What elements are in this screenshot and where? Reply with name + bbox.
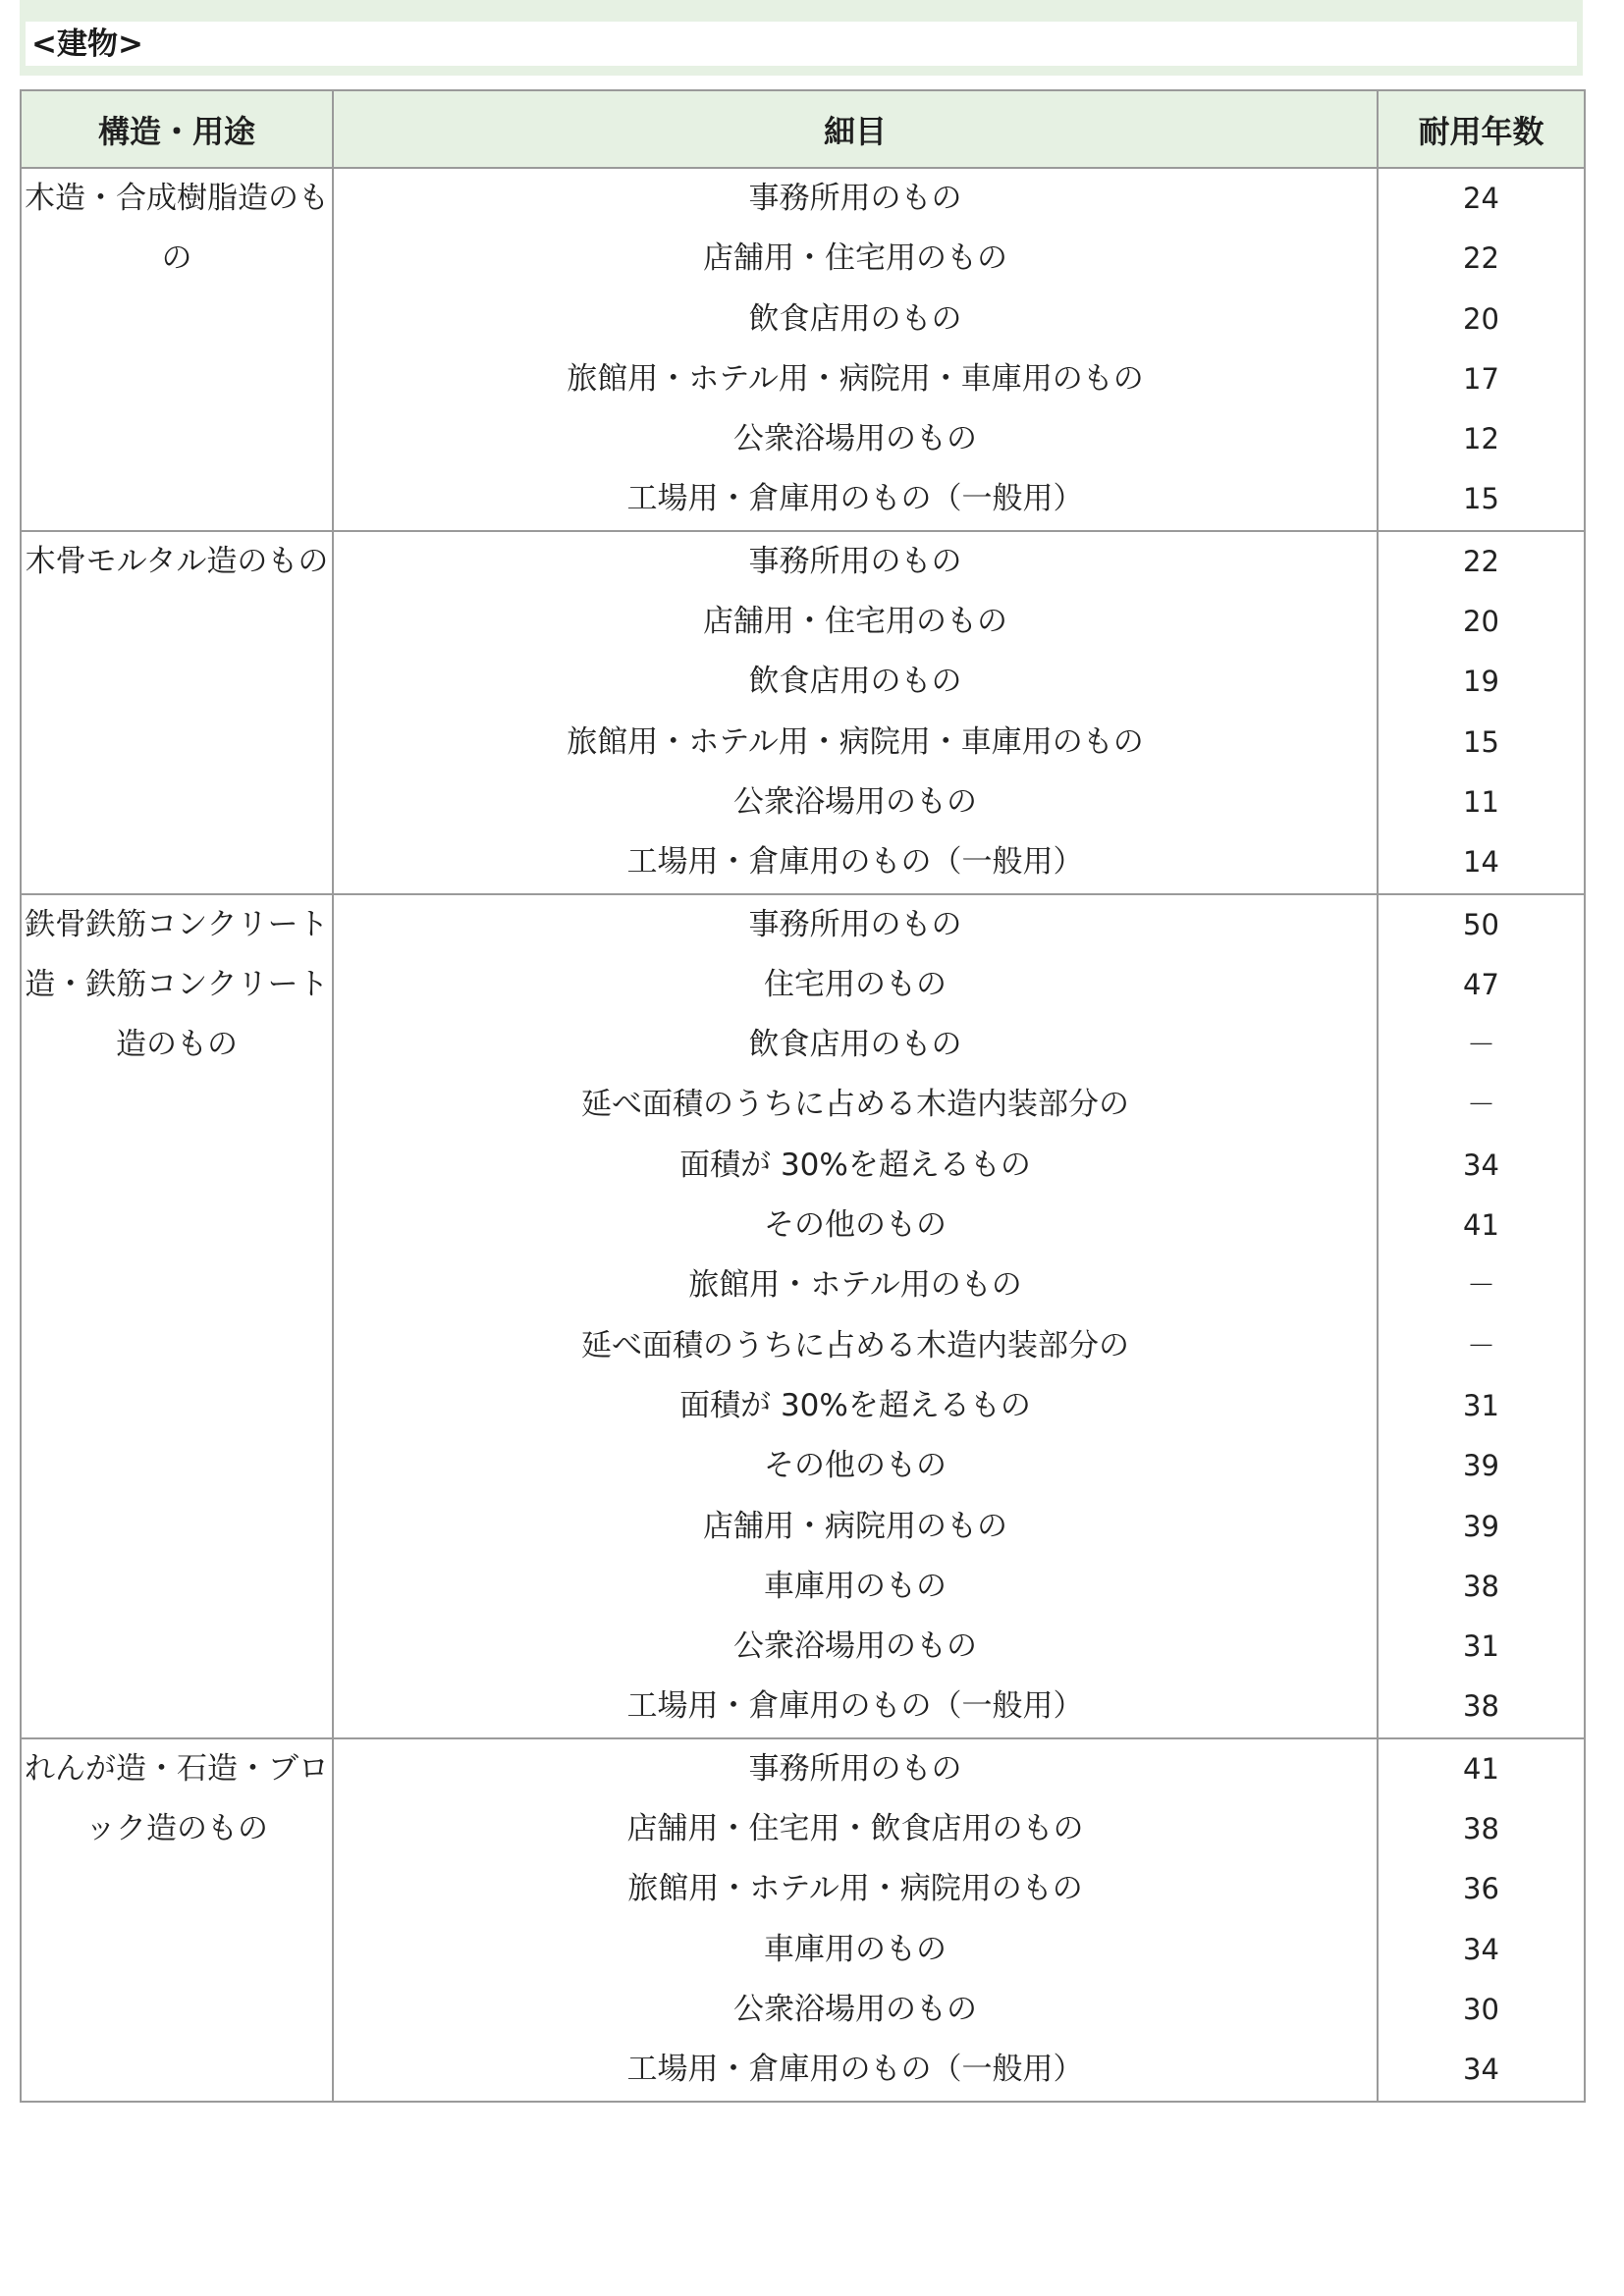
- years-value: 34: [1463, 1932, 1499, 1966]
- years-cell: [1378, 168, 1585, 531]
- years-value: 38: [1463, 1812, 1499, 1846]
- years-value: 47: [1463, 967, 1499, 1001]
- years-value: 38: [1463, 1689, 1499, 1724]
- detail-item: 工場用・倉庫用のもの（一般用）: [626, 2052, 1084, 2088]
- years-value: 50: [1463, 907, 1499, 941]
- years-value: 22: [1463, 544, 1499, 578]
- years-value: －: [1466, 1328, 1495, 1362]
- detail-item: 工場用・倉庫用のもの（一般用）: [626, 844, 1084, 881]
- years-cell: [1378, 894, 1585, 1738]
- years-value: 41: [1463, 1751, 1499, 1786]
- detail-item: 飲食店用のもの: [748, 664, 962, 700]
- years-value: 20: [1463, 301, 1499, 336]
- years-value: －: [1466, 1088, 1495, 1122]
- years-value: 20: [1463, 605, 1499, 639]
- years-value: －: [1466, 1268, 1495, 1303]
- detail-item: 事務所用のもの: [748, 1750, 962, 1787]
- years-value: 17: [1463, 361, 1499, 396]
- detail-item: 事務所用のもの: [748, 906, 962, 942]
- detail-item: その他のもの: [764, 1448, 947, 1484]
- detail-item: 工場用・倉庫用のもの（一般用）: [626, 481, 1084, 517]
- table-row: [21, 1738, 1585, 2102]
- years-value: 24: [1463, 182, 1499, 215]
- years-value: 15: [1463, 724, 1499, 759]
- detail-item: 店舗用・住宅用のもの: [703, 240, 1007, 277]
- detail-item: 公衆浴場用のもの: [733, 1629, 977, 1665]
- structure-cell: れんが造・石造・ブロック造のもの: [21, 1738, 333, 2102]
- detail-item: 旅館用・ホテル用・病院用・車庫用のもの: [567, 360, 1144, 397]
- detail-item: 住宅用のもの: [764, 966, 947, 1002]
- detail-item: 公衆浴場用のもの: [733, 421, 977, 457]
- years-value: 12: [1463, 422, 1499, 456]
- top-band: [20, 0, 1583, 22]
- section-heading-bar: [20, 22, 1583, 76]
- detail-cell: [333, 531, 1378, 894]
- years-value: 39: [1463, 1509, 1499, 1543]
- table-row: [21, 894, 1585, 1738]
- structure-cell: 木造・合成樹脂造のもの: [21, 168, 333, 531]
- detail-item: 車庫用のもの: [764, 1931, 947, 1967]
- table-row: [21, 531, 1585, 894]
- years-value: 31: [1463, 1388, 1499, 1422]
- detail-item: 面積が 30%を超えるもの: [679, 1147, 1031, 1183]
- years-value: －: [1466, 1028, 1495, 1062]
- years-value: 34: [1463, 2053, 1499, 2087]
- column-header-detail: 細目: [333, 90, 1378, 168]
- detail-item: 店舗用・病院用のもの: [703, 1508, 1007, 1544]
- detail-item: 事務所用のもの: [748, 181, 962, 216]
- detail-item: 面積が 30%を超えるもの: [679, 1387, 1031, 1423]
- detail-item: 旅館用・ホテル用・病院用・車庫用のもの: [567, 723, 1144, 760]
- detail-item: 店舗用・住宅用のもの: [703, 604, 1007, 640]
- detail-item: 延べ面積のうちに占める木造内装部分の: [581, 1087, 1129, 1123]
- years-cell: [1378, 1738, 1585, 2102]
- detail-item: 旅館用・ホテル用のもの: [688, 1267, 1022, 1304]
- detail-item: 事務所用のもの: [748, 543, 962, 579]
- years-value: 14: [1463, 845, 1499, 880]
- years-value: 30: [1463, 1992, 1499, 2026]
- years-value: 22: [1463, 241, 1499, 276]
- table-body: [21, 168, 1585, 2102]
- detail-cell: [333, 168, 1378, 531]
- years-cell: [1378, 531, 1585, 894]
- detail-item: 飲食店用のもの: [748, 1027, 962, 1063]
- years-value: 34: [1463, 1148, 1499, 1182]
- detail-cell: [333, 1738, 1378, 2102]
- section-title: <建物>: [31, 27, 143, 62]
- structure-cell: 鉄骨鉄筋コンクリート造・鉄筋コンクリート造のもの: [21, 894, 333, 1738]
- table-header-row: [21, 90, 1585, 168]
- detail-cell: [333, 894, 1378, 1738]
- detail-item: 車庫用のもの: [764, 1568, 947, 1604]
- detail-item: 延べ面積のうちに占める木造内装部分の: [581, 1327, 1129, 1363]
- table-row: [21, 168, 1585, 531]
- detail-item: 公衆浴場用のもの: [733, 783, 977, 820]
- years-value: 11: [1463, 784, 1499, 819]
- years-value: 31: [1463, 1629, 1499, 1664]
- years-value: 38: [1463, 1569, 1499, 1603]
- years-value: 19: [1463, 665, 1499, 699]
- detail-item: 旅館用・ホテル用・病院用のもの: [627, 1871, 1083, 1907]
- detail-item: 飲食店用のもの: [748, 300, 962, 337]
- years-value: 39: [1463, 1449, 1499, 1483]
- detail-item: 公衆浴場用のもの: [733, 1991, 977, 2027]
- years-value: 15: [1463, 482, 1499, 516]
- structure-cell: 木骨モルタル造のもの: [21, 531, 333, 894]
- years-value: 41: [1463, 1208, 1499, 1243]
- column-header-years: 耐用年数: [1378, 90, 1585, 168]
- useful-life-table: [20, 89, 1586, 2103]
- detail-item: 店舗用・住宅用・飲食店用のもの: [626, 1811, 1084, 1847]
- detail-item: その他のもの: [764, 1207, 947, 1244]
- column-header-structure: 構造・用途: [21, 90, 333, 168]
- years-value: 36: [1463, 1872, 1499, 1906]
- detail-item: 工場用・倉庫用のもの（一般用）: [626, 1688, 1084, 1725]
